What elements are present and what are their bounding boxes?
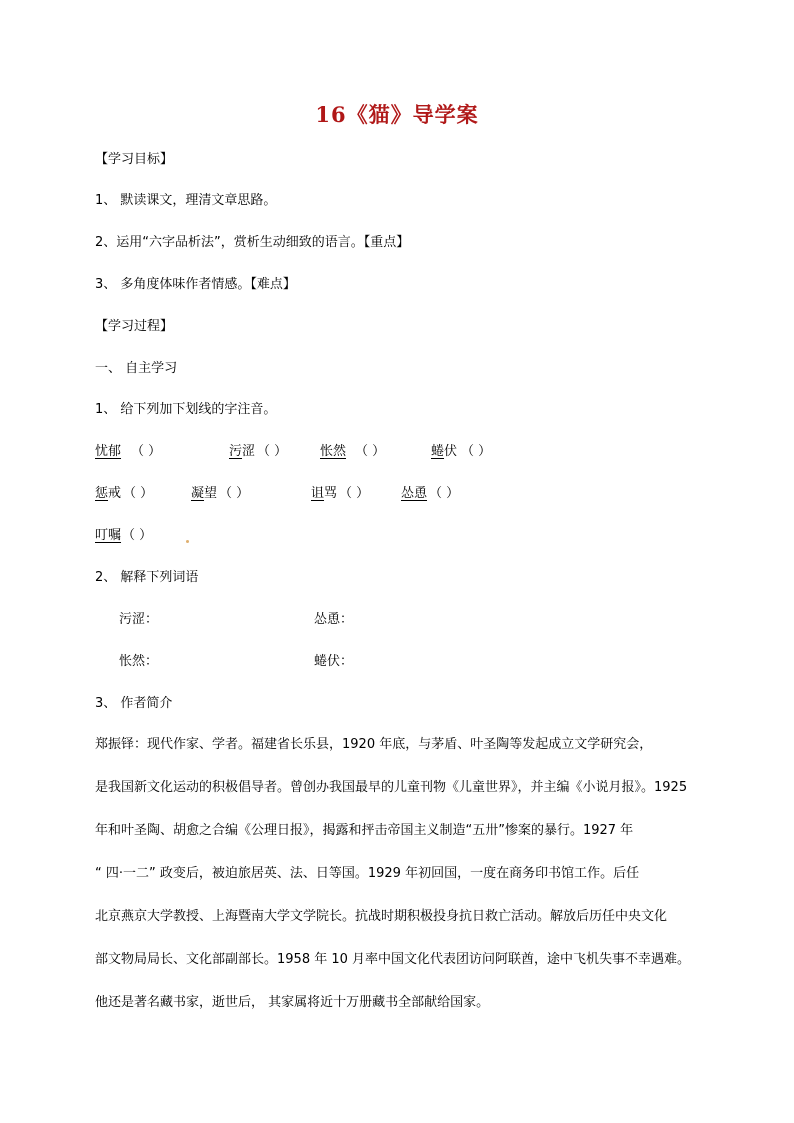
pinyin-row-3	[95, 526, 295, 546]
goals-heading: 【学习目标】	[95, 152, 174, 167]
page-title: 16《猫》导学案	[315, 102, 479, 127]
question-3: 3、 作者简介	[95, 696, 173, 711]
pinyin-word: 污涩	[229, 444, 256, 459]
goal-item-1: 1、 默读课文，理清文章思路。	[95, 193, 277, 208]
answer-blank: （ ）	[123, 486, 154, 501]
pinyin-word: 怂恿	[401, 486, 428, 501]
ink-dot	[186, 540, 189, 543]
goal-item-2: 2、运用“六字品析法”，赏析生动细致的语言。【重点】	[95, 235, 410, 250]
answer-blank: （ ）	[461, 444, 492, 459]
vocab-item-changran: 怅然：	[119, 654, 159, 669]
answer-blank: （ ）	[257, 444, 288, 459]
author-bio-line: 郑振铎：现代作家、学者。福建省长乐县，1920 年底，与茅盾、叶圣陶等发起成立文学研究会，	[95, 737, 653, 752]
author-bio-line: 部文物局局长、文化部副部长。1958 年 10 月率中国文化代表团访问阿联酋，途中飞机失事不幸遇难。	[95, 952, 691, 967]
author-bio-line: 年和叶圣陶、胡愈之合编《公理日报》，揭露和抨击帝国主义制造“五卅”惨案的暴行。1927 年	[95, 823, 634, 838]
pinyin-word: 叮嘱	[95, 528, 122, 543]
author-bio-line: 他还是著名藏书家，逝世后， 其家属将近十万册藏书全部献给国家。	[95, 995, 490, 1010]
vocab-item-wuse: 污涩：	[119, 612, 159, 627]
pinyin-word: 怅然	[320, 444, 347, 459]
pinyin-row-2	[95, 484, 515, 504]
answer-blank: （ ）	[355, 444, 386, 459]
author-bio-line: “ 四·一二” 政变后，被迫旅居英、法、日等国。1929 年初回国，一度在商务印书馆工作。后任	[95, 866, 640, 881]
vocab-item-quanfu: 蜷伏：	[314, 654, 354, 669]
question-1: 1、 给下列加下划线的字注音。	[95, 402, 277, 417]
pinyin-row-1	[95, 442, 515, 462]
pinyin-word: 诅骂	[311, 486, 338, 501]
pinyin-word: 忧郁	[95, 444, 122, 459]
answer-blank: （ ）	[339, 486, 370, 501]
answer-blank: （ ）	[429, 486, 460, 501]
section-self-study: 一、 自主学习	[95, 361, 178, 376]
pinyin-word: 惩戒	[95, 486, 122, 501]
answer-blank: （ ）	[219, 486, 250, 501]
answer-blank: （ ）	[131, 444, 162, 459]
process-heading: 【学习过程】	[95, 319, 174, 334]
pinyin-word: 蜷伏	[431, 444, 458, 459]
author-bio-line: 北京燕京大学教授、上海暨南大学文学院长。抗战时期积极投身抗日救亡活动。解放后历任中央文化	[95, 909, 668, 924]
pinyin-word: 凝望	[191, 486, 218, 501]
goal-item-3: 3、 多角度体味作者情感。【难点】	[95, 277, 296, 292]
vocab-item-songyong: 怂恿：	[314, 612, 354, 627]
answer-blank: （ ）	[122, 528, 153, 543]
question-2: 2、 解释下列词语	[95, 570, 199, 585]
author-bio-line: 是我国新文化运动的积极倡导者。曾创办我国最早的儿童刊物《儿童世界》，并主编《小说月报》。1925	[95, 780, 688, 795]
